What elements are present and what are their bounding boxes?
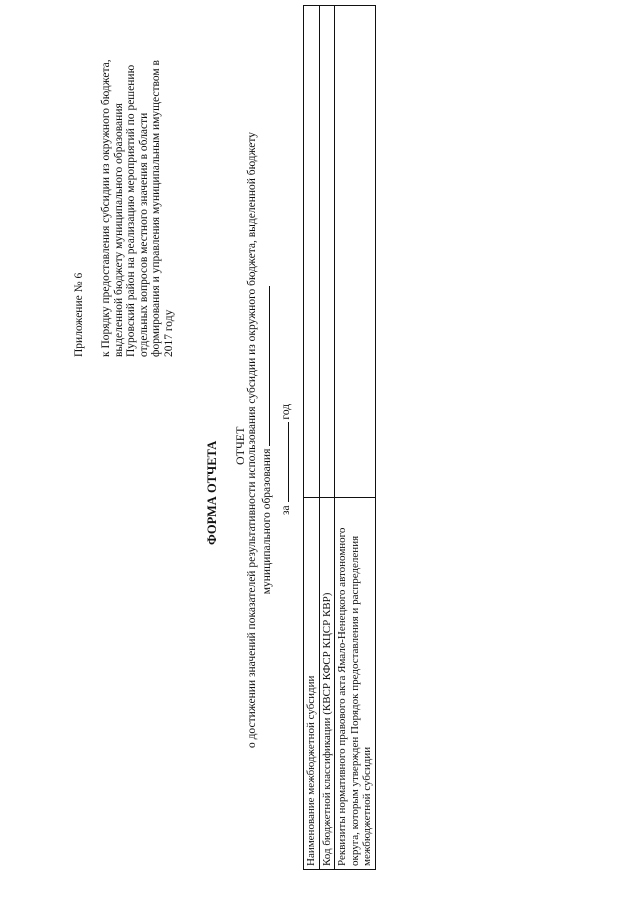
form-title: ФОРМА ОТЧЕТА xyxy=(205,440,219,545)
basis-line: к Порядку предоставления субсидии из окружного бюджета, xyxy=(100,59,112,357)
row-label: Наименование межбюджетной субсидии xyxy=(304,498,320,870)
row-value-cell[interactable] xyxy=(335,6,376,498)
row-value-cell[interactable] xyxy=(319,6,335,498)
appendix-number: Приложение № 6 xyxy=(73,272,85,357)
report-subtitle-line xyxy=(259,125,274,755)
table-row xyxy=(335,6,376,870)
appendix-basis xyxy=(100,37,176,357)
year-suffix: год xyxy=(280,403,292,420)
report-subtitle-line: о достижении значений показателей результативности использования субсидии из окружного бюджета, выделенной бюджету xyxy=(246,131,258,749)
report-subtitle xyxy=(246,125,273,755)
basis-line: формирования и управления муниципальным имуществом в xyxy=(150,60,163,357)
basis-line: 2017 году xyxy=(162,309,175,357)
year-blank-field[interactable] xyxy=(278,422,289,502)
row-value-cell[interactable] xyxy=(304,6,320,498)
row-label: Реквизиты нормативного правового акта Ямало-Ненецкого автономного округа, которым утвержден Порядок предоставления и распределения межбюджетной субсидии xyxy=(335,498,376,870)
table-row xyxy=(304,6,320,870)
table-row xyxy=(319,6,335,870)
subsidy-info-table xyxy=(303,5,376,870)
basis-line: Пуровский район на реализацию мероприятий по решению xyxy=(125,64,138,357)
basis-line: выделенной бюджету муниципального образования xyxy=(112,103,125,357)
report-title: ОТЧЕТ xyxy=(233,426,247,465)
basis-line: отдельных вопросов местного значения в области xyxy=(137,112,150,357)
report-period xyxy=(278,404,293,515)
row-label: Код бюджетной классификации (КВСР КФСР КЦСР КВР) xyxy=(319,498,335,870)
year-prefix: за xyxy=(280,505,292,515)
municipality-label: муниципального образования xyxy=(260,448,273,595)
municipality-blank-field[interactable] xyxy=(259,286,270,446)
